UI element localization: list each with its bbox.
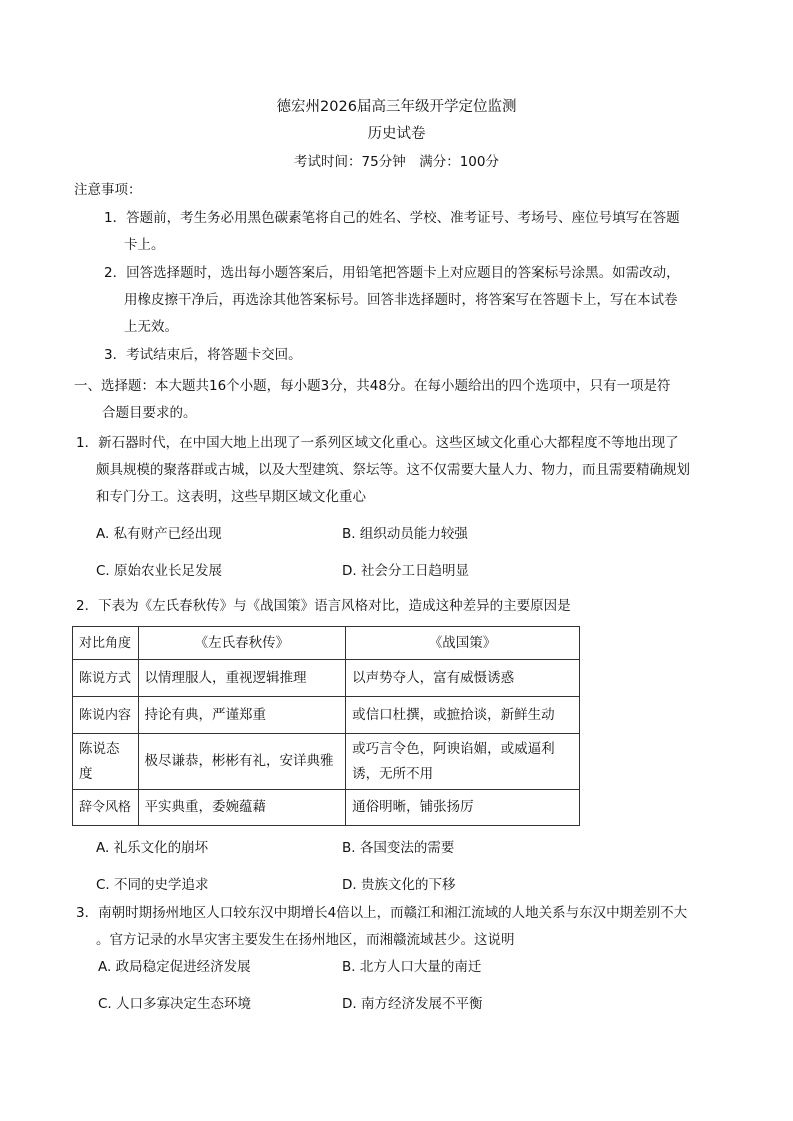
table-cell: 陈说内容: [73, 697, 139, 734]
q3-option-d[interactable]: D. 南方经济发展不平衡: [342, 996, 483, 1012]
q1-stem: 和专门分工。这表明，这些早期区域文化重心: [96, 489, 366, 505]
exam-info: 考试时间：75分钟 满分：100分: [294, 154, 499, 170]
q2-option-d[interactable]: D. 贵族文化的下移: [342, 877, 456, 893]
table-header: 对比角度: [73, 627, 139, 660]
table-cell: 陈说方式: [73, 660, 139, 697]
q1-option-c[interactable]: C. 原始农业长足发展: [96, 563, 223, 579]
q1-stem: 1．新石器时代，在中国大地上出现了一系列区域文化重心。这些区域文化重心大都程度不等地出现了: [76, 435, 679, 451]
section-heading: 一、选择题：本大题共16个小题，每小题3分，共48分。在每小题给出的四个选项中，只有一项是符: [74, 378, 671, 394]
notice-item: 3．考试结束后，将答题卡交回。: [104, 347, 302, 363]
table-cell: 或巧言令色，阿谀谄媚，或威逼利诱，无所不用: [346, 734, 580, 790]
exam-title: 德宏州2026届高三年级开学定位监测: [276, 99, 517, 115]
table-cell: 辞令风格: [73, 790, 139, 826]
q2-option-a[interactable]: A. 礼乐文化的崩坏: [96, 840, 209, 856]
q1-option-b[interactable]: B. 组织动员能力较强: [342, 526, 468, 542]
table-row: [73, 790, 580, 826]
q2-option-b[interactable]: B. 各国变法的需要: [342, 840, 455, 856]
q3-option-a[interactable]: A. 政局稳定促进经济发展: [98, 959, 251, 975]
notice-item: 1．答题前，考生务必用黑色碳素笔将自己的姓名、学校、准考证号、考场号、座位号填写在答题: [104, 210, 680, 226]
table-row: [73, 734, 580, 790]
comparison-table: [72, 626, 580, 826]
table-cell: 持论有典，严谨郑重: [138, 697, 346, 734]
notice-heading: 注意事项：: [74, 182, 142, 198]
q2-option-c[interactable]: C. 不同的史学追求: [96, 877, 209, 893]
table-header: 《左氏春秋传》: [138, 627, 346, 660]
table-cell: 陈说态度: [73, 734, 139, 790]
q3-option-c[interactable]: C. 人口多寡决定生态环境: [98, 996, 252, 1012]
table-cell: 通俗明晰，铺张扬厉: [346, 790, 580, 826]
q1-option-a[interactable]: A. 私有财产已经出现: [96, 526, 222, 542]
table-cell: 以情理服人，重视逻辑推理: [138, 660, 346, 697]
table-cell: 以声势夺人，富有威慑诱惑: [346, 660, 580, 697]
table-header: 《战国策》: [346, 627, 580, 660]
table-cell: 平实典重，委婉蕴藉: [138, 790, 346, 826]
table-row: [73, 660, 580, 697]
table-header-row: [73, 627, 580, 660]
subject-title: 历史试卷: [367, 126, 426, 142]
q3-stem: 3．南朝时期扬州地区人口较东汉中期增长4倍以上，而赣江和湘江流域的人地关系与东汉中期差别不大: [76, 905, 688, 921]
notice-item: 2．回答选择题时，选出每小题答案后，用铅笔把答题卡上对应题目的答案标号涂黑。如需改动，: [104, 265, 680, 281]
notice-item: 卡上。: [124, 237, 165, 253]
q3-option-b[interactable]: B. 北方人口大量的南迁: [342, 959, 482, 975]
table-cell: 或信口杜撰，或摭拾谈，新鲜生动: [346, 697, 580, 734]
q3-stem: 。官方记录的水旱灾害主要发生在扬州地区，而湘赣流域甚少。这说明: [96, 932, 515, 948]
table-cell: 极尽谦恭，彬彬有礼，安详典雅: [138, 734, 346, 790]
notice-item: 上无效。: [124, 319, 178, 335]
q2-stem: 2．下表为《左氏春秋传》与《战国策》语言风格对比，造成这种差异的主要原因是: [76, 598, 571, 614]
q1-stem: 颇具规模的聚落群或古城，以及大型建筑、祭坛等。这不仅需要大量人力、物力，而且需要精确规划: [96, 462, 690, 478]
notice-item: 用橡皮擦干净后，再选涂其他答案标号。回答非选择题时，将答案写在答题卡上，写在本试卷: [124, 292, 678, 308]
table-row: [73, 697, 580, 734]
q1-option-d[interactable]: D. 社会分工日趋明显: [342, 563, 469, 579]
section-heading-cont: 合题目要求的。: [102, 405, 197, 421]
